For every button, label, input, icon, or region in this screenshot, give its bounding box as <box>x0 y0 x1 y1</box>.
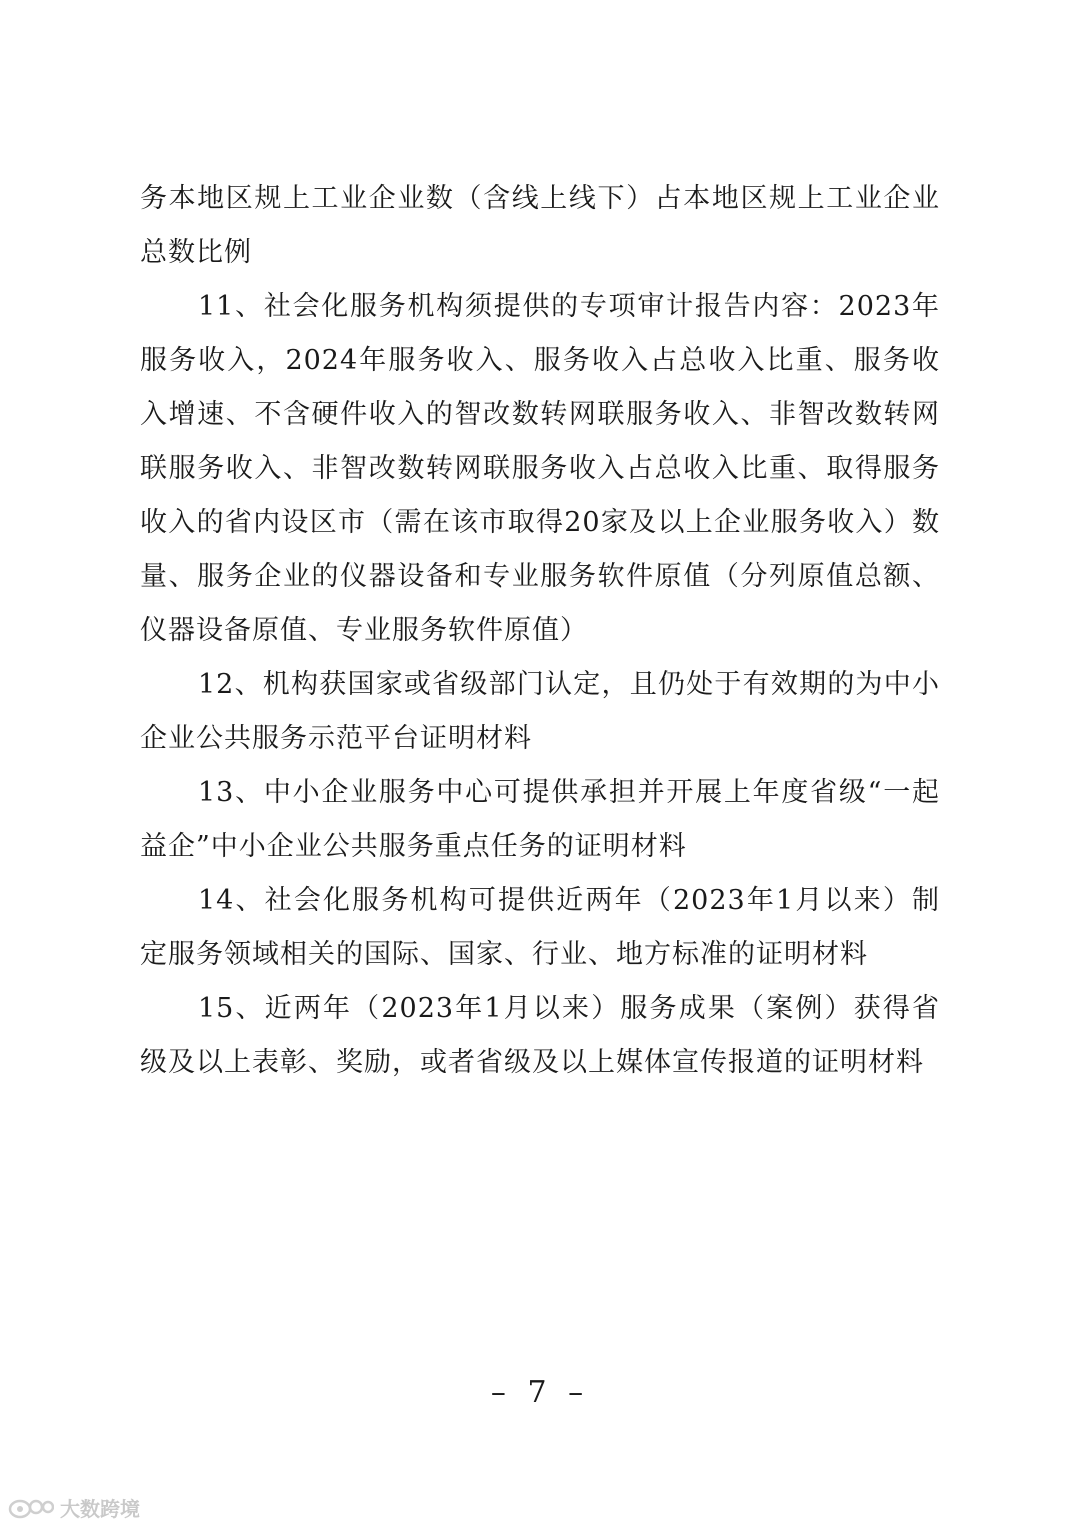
paragraph-item-15: 15、近两年（2023年1月以来）服务成果（案例）获得省级及以上表彰、奖励，或者省级及以上媒体宣传报道的证明材料 <box>140 993 940 1078</box>
paragraph-continuation: 务本地区规上工业企业数（含线上线下）占本地区规上工业企业总数比例 <box>140 183 940 268</box>
watermark-text: 大数跨境 <box>60 1496 140 1521</box>
weibo-like-logo-icon <box>8 1494 54 1520</box>
paragraph-item-14: 14、社会化服务机构可提供近两年（2023年1月以来）制定服务领域相关的国际、国家、行业、地方标准的证明材料 <box>140 885 940 970</box>
page-number: – 7 – <box>490 1375 590 1410</box>
watermark <box>8 1492 140 1522</box>
paragraph-item-11: 11、社会化服务机构须提供的专项审计报告内容：2023年服务收入，2024年服务收入、服务收入占总收入比重、服务收入增速、不含硬件收入的智改数转网联服务收入、非智改数转网联服务收入、非智改数转网联服务收入占总收入比重、取得服务收入的省内设区市（需在该市取得20家及以上企业服务收入）数量、服务企业的仪器设备和专业服务软件原值（分列原值总额、仪器设备原值、专业服务软件原值） <box>140 291 940 646</box>
document-body <box>140 172 940 1090</box>
paragraph-item-13: 13、中小企业服务中心可提供承担并开展上年度省级“一起益企”中小企业公共服务重点任务的证明材料 <box>140 777 940 862</box>
paragraph-item-12: 12、机构获国家或省级部门认定，且仍处于有效期的为中小企业公共服务示范平台证明材料 <box>140 669 940 754</box>
